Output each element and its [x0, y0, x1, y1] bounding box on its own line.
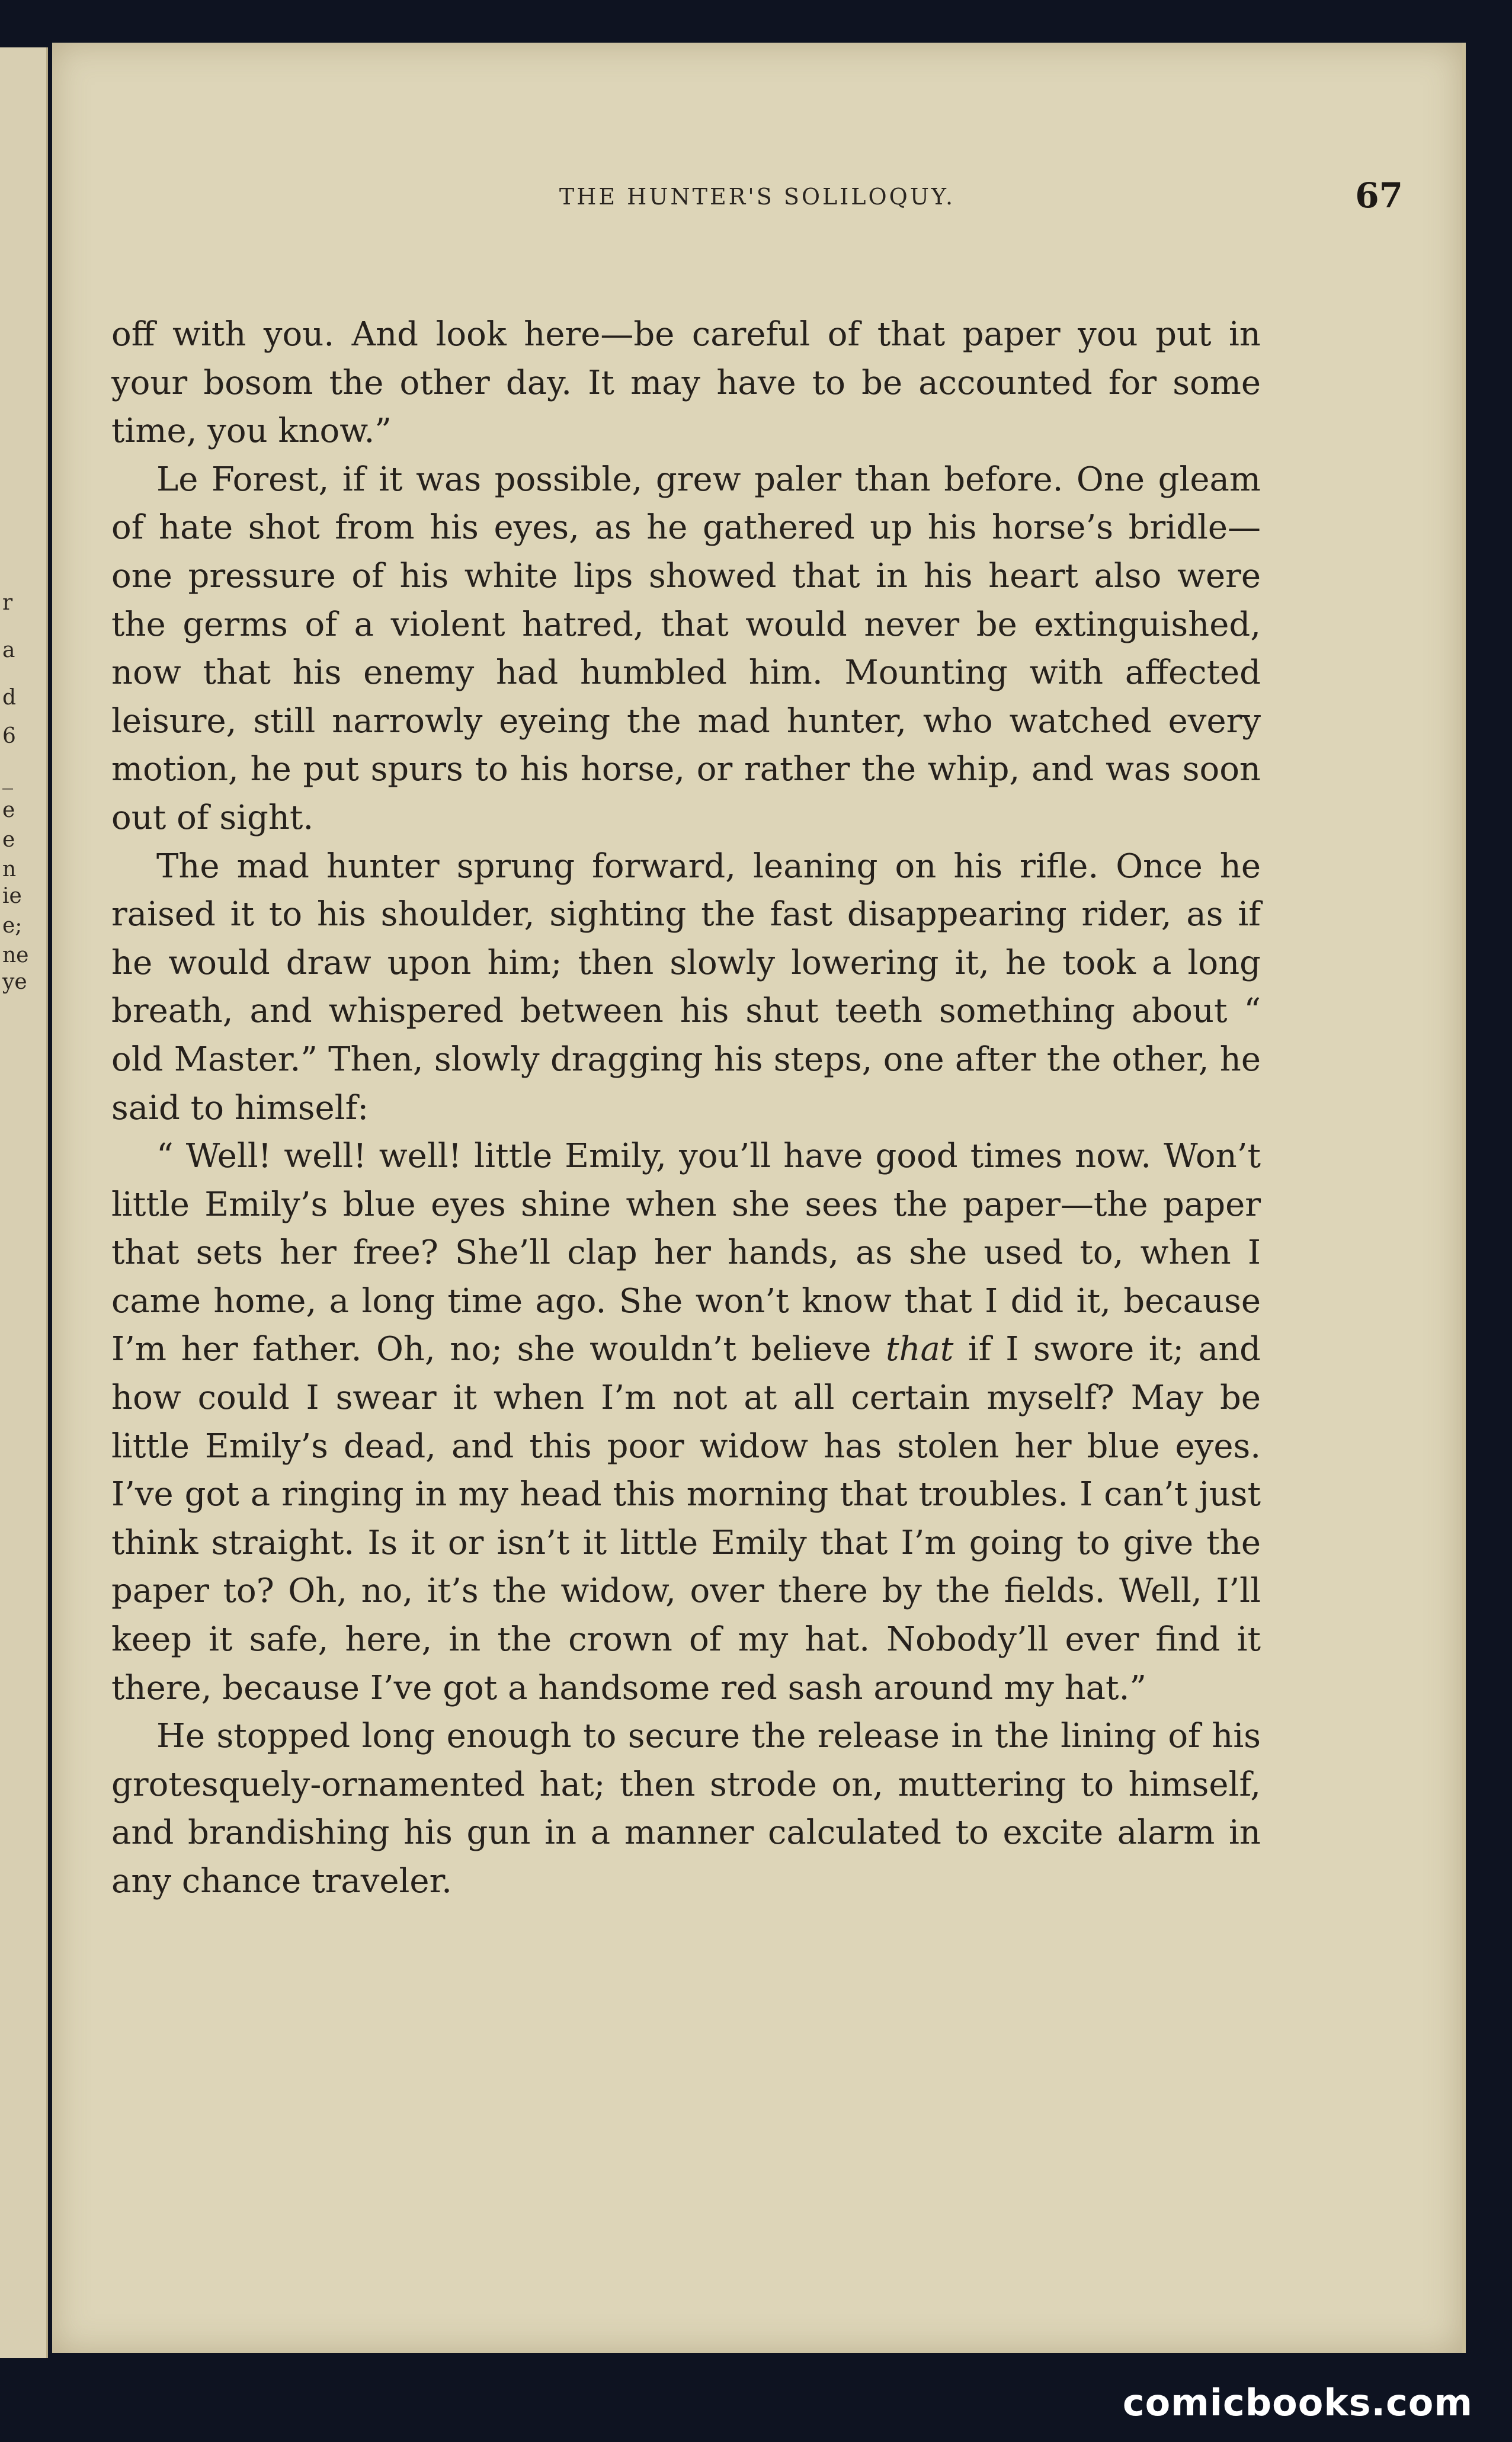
left-page-fragment: e	[2, 828, 15, 852]
page-number: 67	[1355, 175, 1403, 216]
paragraph-text: Le Forest, if it was possible, grew paler than before. One gleam of hate shot from his eyes, as he gathered up his horse’s bridle—one pressure of his white lips showed that in his heart also were the germs of a violent hatred, that would never be extinguished, now that his enemy had humbled him. Mounting with affected leisure, still narrowly eyeing the mad hunter, who watched every motion, he put spurs to his horse, or rather the whip, and was soon out of sight.	[111, 460, 1261, 837]
italic-text: that	[885, 1330, 954, 1369]
left-page-fragment: ie	[2, 884, 22, 908]
paragraph	[111, 456, 1261, 842]
watermark-badge: comicbooks.com	[1101, 2376, 1494, 2433]
paragraph-text: He stopped long enough to secure the release in the lining of his grotesquely-ornamented hat; then strode on, muttering to himself, and brandishing his gun in a manner calculated to excite alarm in any chance traveler.	[111, 1717, 1261, 1901]
previous-page-edge	[0, 47, 48, 2358]
left-page-fragment: a	[2, 638, 15, 662]
left-page-fragment: ye	[2, 970, 27, 994]
body-text	[111, 310, 1261, 1906]
left-page-fragment: e	[2, 798, 15, 822]
left-page-fragment: ne	[2, 943, 29, 967]
paragraph	[111, 1132, 1261, 1712]
paragraph-text: if I swore it; and how could I swear it when I’m not at all certain myself? May be little Emily’s dead, and this poor widow has stolen her blue eyes. I’ve got a ringing in my head this morning that troubles. I can’t just think straight. Is it or isn’t it little Emily that I’m going to give the paper to? Oh, no, it’s the widow, over there by the fields. Well, I’ll keep it safe, here, in the crown of my hat. Nobody’ll ever find it there, because I’ve got a handsome red sash around my hat.”	[111, 1330, 1261, 1707]
running-head-title: THE HUNTER'S SOLILOQUY.	[559, 184, 956, 210]
left-page-fragment: e;	[2, 914, 23, 938]
left-page-fragment: _	[2, 765, 13, 790]
left-page-fragment: d	[2, 685, 17, 710]
left-page-fragment: 6	[2, 724, 16, 748]
book-page	[52, 43, 1466, 2353]
left-page-fragment: n	[2, 857, 17, 882]
running-head	[52, 175, 1462, 231]
paragraph-text: The mad hunter sprung forward, leaning on his rifle. Once he raised it to his shoulder, sighting the fast disappearing rider, as if he would draw upon him; then slowly lowering it, he took a long breath, and whispered between his shut teeth something about “ old Master.” Then, slowly dragging his steps, one after the other, he said to himself:	[111, 847, 1261, 1127]
left-page-fragment: r	[2, 591, 13, 615]
paragraph-text: off with you. And look here—be careful of that paper you put in your bosom the other day. It may have to be accounted for some time, you know.”	[111, 315, 1261, 451]
paragraph	[111, 310, 1261, 456]
paragraph-text: “ Well! well! well! little Emily, you’ll have good times now. Won’t little Emily’s blue eyes shine when she sees the paper—the paper that sets her free? She’ll clap her hands, as she used to, when I came home, a long time ago. She won’t know that I did it, because I’m her father. Oh, no; she wouldn’t believe	[111, 1137, 1261, 1369]
paragraph	[111, 1712, 1261, 1905]
paragraph	[111, 842, 1261, 1133]
